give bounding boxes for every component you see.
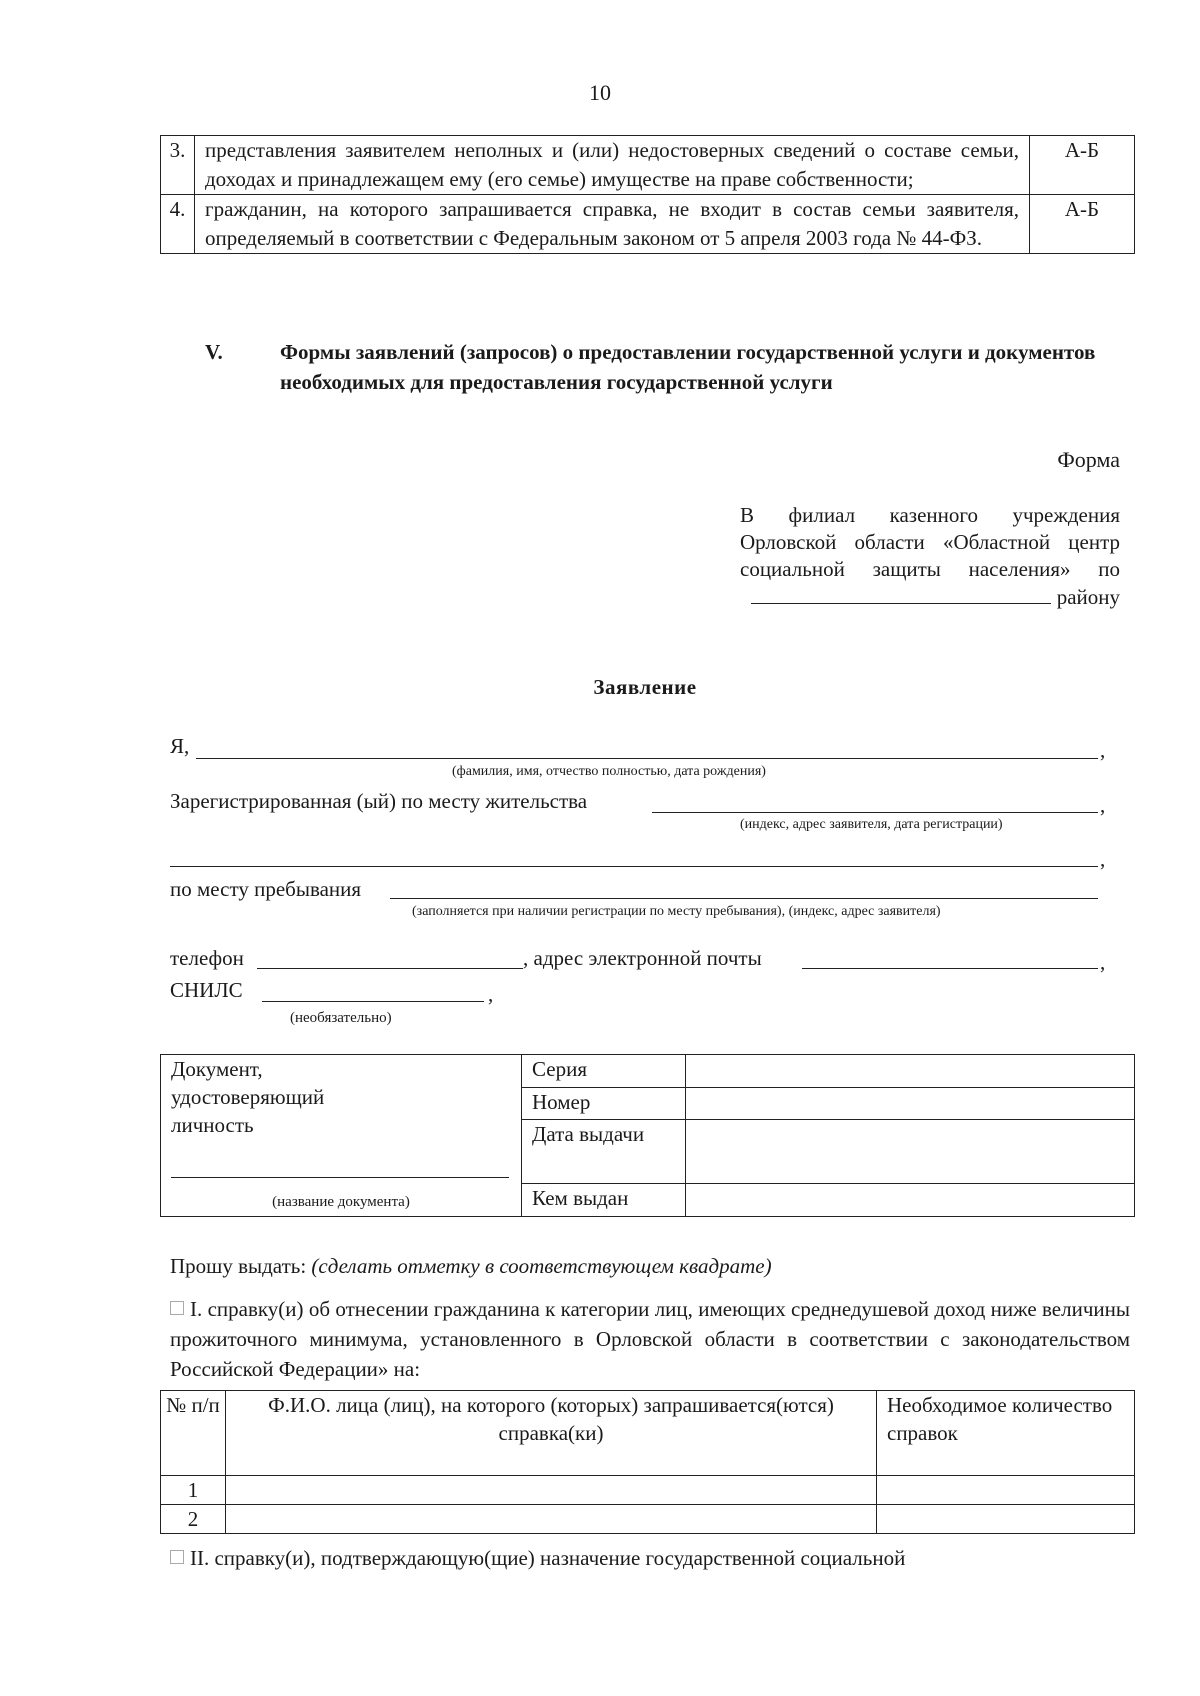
option-1-text: I. справку(и) об отнесении гражданина к категории лиц, имеющих среднедушевой доход ниже величины прожиточного минимума, установленного в Орловской области в соответствии с законодательством Российской Федерации» на: (170, 1297, 1130, 1381)
number-field[interactable] (686, 1087, 1135, 1120)
snils-hint: (необязательно) (290, 1010, 392, 1026)
stay-hint: (заполняется при наличии регистрации по месту пребывания), (индекс, адрес заявителя) (412, 904, 941, 919)
snils-field[interactable] (262, 1001, 484, 1002)
row-text: представления заявителем неполных и (или) недостоверных сведений о составе семьи, доходах и принадлежащем ему (его семье) имуществе на праве собственности; (195, 136, 1030, 195)
table-row (161, 136, 1135, 195)
document-name-field[interactable] (171, 1177, 509, 1178)
number-label: Номер (522, 1087, 686, 1120)
row-text: гражданин, на которого запрашивается справка, не входит в состав семьи заявителя, определяемый в соответствии с Федеральным законом от 5 апреля 2003 года № 44-ФЗ. (195, 195, 1030, 254)
option-1-checkbox[interactable] (170, 1301, 184, 1315)
registered-label: Зарегистрированная (ый) по месту жительства (170, 789, 588, 813)
row-number: 3. (161, 136, 195, 195)
option-2-text: II. справку(и), подтверждающую(щие) назначение государственной социальной (190, 1546, 906, 1570)
registration-hint: (индекс, адрес заявителя, дата регистрации) (740, 817, 1003, 832)
table-row (161, 195, 1135, 254)
column-header-number: № п/п (161, 1391, 226, 1476)
request-option-2 (170, 1543, 1130, 1573)
district-blank[interactable] (751, 583, 1051, 604)
section-title: Формы заявлений (запросов) о предоставлении государственной услуги и документов необходимых для предоставления государственной услуги (280, 340, 1096, 394)
stay-field[interactable] (390, 898, 1098, 899)
section-number: V. (205, 340, 223, 364)
issued-by-field[interactable] (686, 1184, 1135, 1217)
column-header-quantity: Необходимое количество справок (877, 1391, 1135, 1476)
comma: , (488, 982, 494, 1006)
document-label: Документ, (171, 1057, 263, 1081)
snils-label: СНИЛС (170, 978, 243, 1002)
request-intro (170, 1254, 772, 1279)
page-number: 10 (589, 80, 611, 105)
table-row (161, 1505, 1135, 1534)
email-label: , адрес электронной почты (523, 946, 762, 970)
comma: , (1100, 847, 1106, 871)
phone-label: телефон (170, 946, 244, 970)
comma: , (1100, 793, 1106, 817)
issue-date-label: Дата выдачи (522, 1120, 686, 1184)
document-label: личность (171, 1113, 254, 1137)
request-option-1 (170, 1294, 1130, 1384)
row-number: 4. (161, 195, 195, 254)
registration-field[interactable] (652, 812, 1098, 813)
addressee-line: В филиал казенного учреждения (740, 503, 1120, 527)
quantity-field[interactable] (877, 1476, 1135, 1505)
fio-field[interactable] (226, 1476, 877, 1505)
document-name-cell (161, 1055, 522, 1217)
series-label: Серия (522, 1055, 686, 1088)
addressee-line: Орловской области «Областной центр (740, 530, 1120, 554)
issued-by-label: Кем выдан (522, 1184, 686, 1217)
row-code: А-Б (1030, 195, 1135, 254)
email-field[interactable] (802, 968, 1098, 969)
district-suffix: району (1056, 585, 1120, 609)
addressee-block (740, 502, 1120, 611)
identity-document-table (160, 1054, 1135, 1217)
phone-field[interactable] (257, 968, 523, 969)
form-label: Форма (1057, 447, 1120, 472)
ya-label: Я, (170, 734, 190, 758)
fullname-hint: (фамилия, имя, отчество полностью, дата рождения) (452, 764, 766, 779)
criteria-table (160, 135, 1135, 254)
table-row (161, 1476, 1135, 1505)
comma: , (1100, 738, 1106, 762)
request-intro-text: Прошу выдать: (170, 1254, 307, 1278)
option-2-checkbox[interactable] (170, 1550, 184, 1564)
series-field[interactable] (686, 1055, 1135, 1088)
comma: , (1100, 950, 1106, 974)
registration-field-continued[interactable] (170, 866, 1098, 867)
document-label: удостоверяющий (171, 1085, 325, 1109)
row-number: 2 (161, 1505, 226, 1534)
fullname-field[interactable] (196, 758, 1098, 759)
row-number: 1 (161, 1476, 226, 1505)
document-name-hint: (название документа) (272, 1194, 410, 1210)
quantity-field[interactable] (877, 1505, 1135, 1534)
column-header-fio: Ф.И.О. лица (лиц), на которого (которых) запрашивается(ются) справка(ки) (226, 1391, 877, 1476)
page-title: Заявление (593, 675, 697, 699)
issue-date-field[interactable] (686, 1120, 1135, 1184)
addressee-line: социальной защиты населения» по (740, 557, 1120, 581)
request-intro-hint: (сделать отметку в соответствующем квадрате) (311, 1254, 772, 1278)
stay-label: по месту пребывания (170, 877, 362, 901)
certificates-table (160, 1390, 1135, 1534)
fio-field[interactable] (226, 1505, 877, 1534)
addressee-district (740, 583, 1120, 611)
row-code: А-Б (1030, 136, 1135, 195)
